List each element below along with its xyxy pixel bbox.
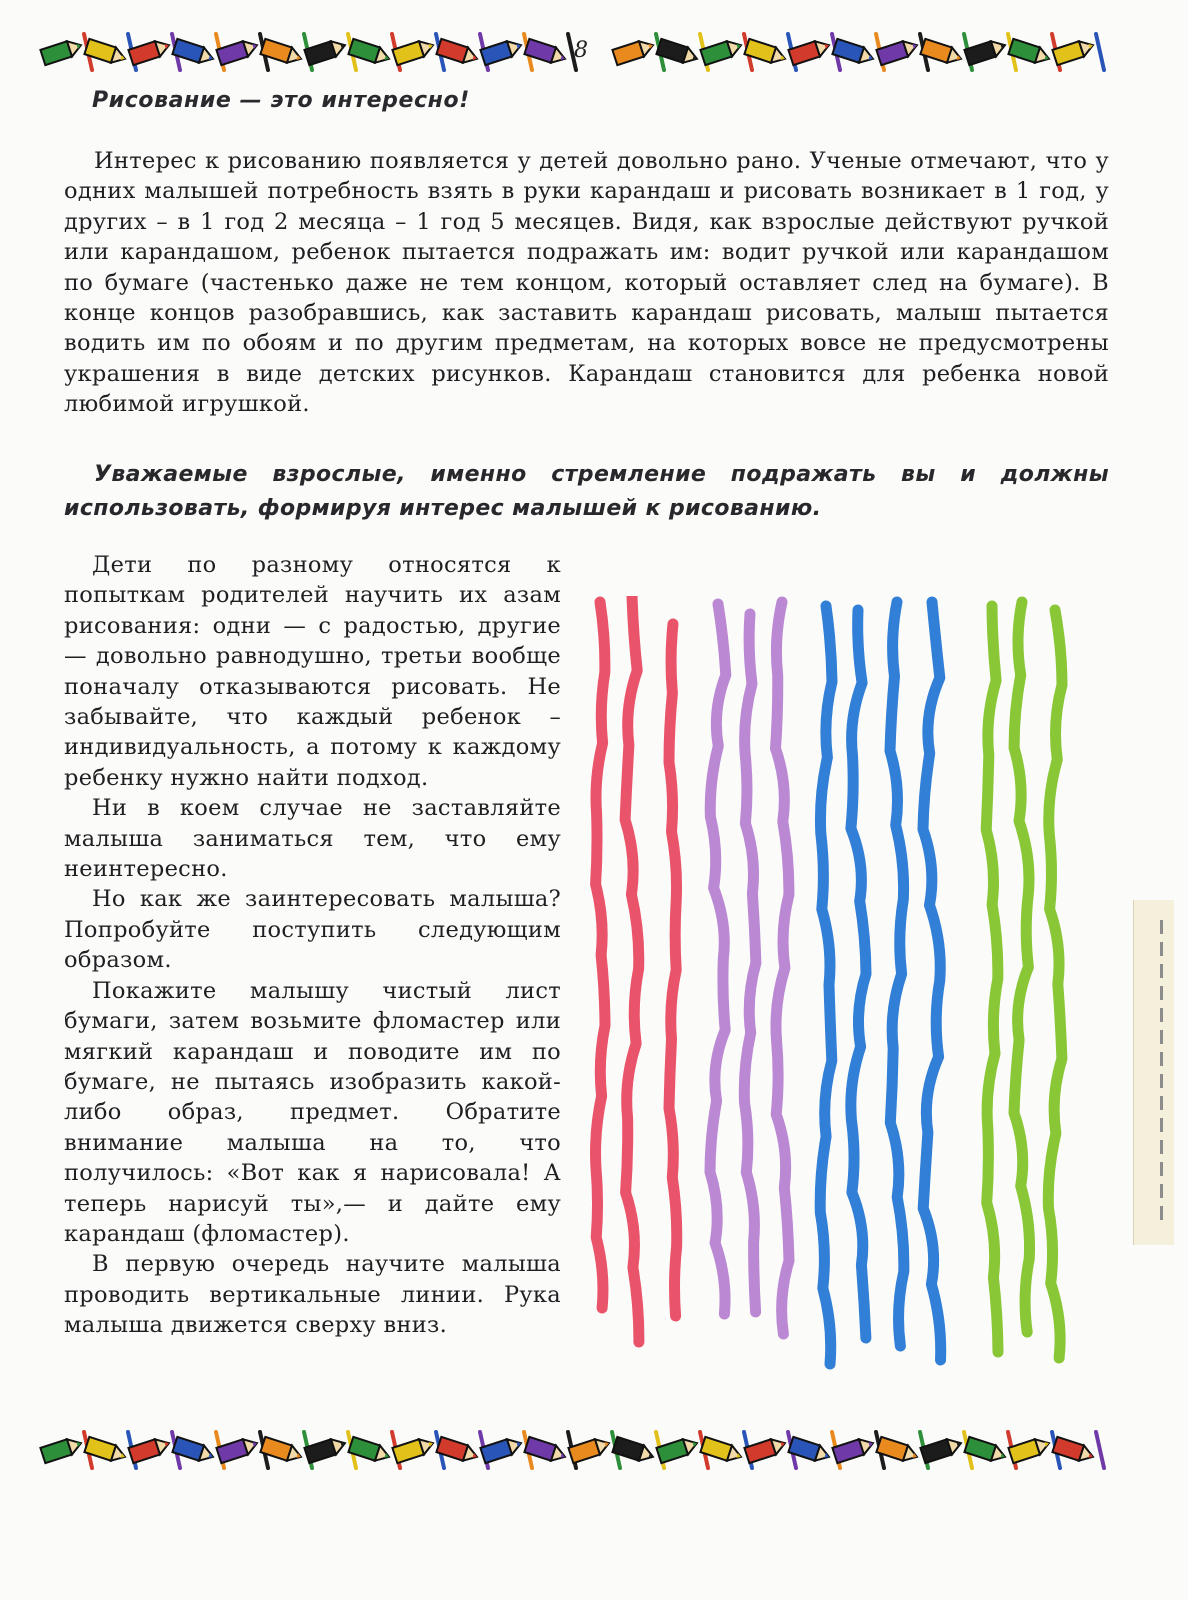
pencil-icon <box>1052 38 1095 66</box>
pencil-icon <box>40 38 83 66</box>
pencil-icon <box>304 1436 347 1464</box>
marker-line <box>1048 610 1062 1358</box>
pencil-icon <box>304 38 347 66</box>
pencil-icon <box>128 1436 171 1464</box>
pencil-icon <box>656 1436 699 1464</box>
column-paragraph: Покажите малышу чистый лист бумаги, затем возьмите фломастер или мягкий карандаш и поводите им по бумаге, не пытаясь изобразить какой-либо образ, предмет. Обратите внимание малыша на то, что получилось: «Вот как я нарисовала! А теперь нарисуй ты»,— и дайте ему карандаш (фломастер). <box>64 977 561 1247</box>
pencil-icon <box>392 38 435 66</box>
pencil-icon <box>1008 1436 1051 1464</box>
pencil-icon <box>392 1436 435 1464</box>
pencil-icon <box>568 1436 611 1464</box>
marker-line <box>669 624 677 1316</box>
pencil-icon <box>216 38 259 66</box>
marker-line <box>744 614 756 1312</box>
pencil-icon <box>480 38 523 66</box>
pencil-icon <box>128 38 171 66</box>
marker-line <box>1014 602 1030 1332</box>
pencil-icon <box>40 1436 83 1464</box>
marker-line <box>890 602 904 1346</box>
marker-line <box>986 606 998 1352</box>
pencil-icon <box>216 1436 259 1464</box>
pencil-icon <box>612 38 655 66</box>
pencil-icon <box>788 38 831 66</box>
section-title: Рисование — это интересно! <box>92 88 470 113</box>
pencil-icon <box>876 38 919 66</box>
emphasis-note: Уважаемые взрослые, именно стремление подражать вы и должны использовать, формируя интерес малышей к рисованию. <box>64 462 1109 521</box>
vertical-lines-illustration <box>590 596 1110 1416</box>
pencil-icon <box>920 1436 963 1464</box>
pencil-icon <box>744 1436 787 1464</box>
column-paragraph: В первую очередь научите малыша проводить вертикальные линии. Рука малыша движется сверху вниз. <box>64 1251 561 1339</box>
scribble-mark <box>1096 34 1104 70</box>
marker-line <box>710 604 726 1314</box>
pencil-icon <box>480 1436 523 1464</box>
column-paragraph: Но как же заинтересовать малыша? Попробуйте поступить следующим образом. <box>64 886 561 974</box>
marker-line <box>851 610 866 1338</box>
marker-line <box>625 596 639 1342</box>
page-number: 8 <box>574 38 588 63</box>
intro-paragraph: Интерес к рисованию появляется у детей довольно рано. Ученые отмечают, что у одних малышей потребность взять в руки карандаш и рисовать возникает в 1 год, у других – в 1 год 2 месяца – 1 год 5 месяцев. Видя, как взрослые действуют ручкой или карандашом, ребенок пытается подражать им: водит ручкой или карандашом по бумаге (частенько даже не тем концом, который оставляет след на бумаге). В конце концов разобравшись, как заставить карандаш рисовать, малыш пытается водить им по обоям и по другим предметам, на которых вовсе не предусмотрены украшения в виде детских рисунков. Карандаш становится для ребенка новой любимой игрушкой. <box>64 148 1109 418</box>
marker-line <box>776 602 790 1334</box>
marker-line <box>820 606 832 1364</box>
column-paragraph: Ни в коем случае не заставляйте малыша заниматься тем, что ему неинтересно. <box>64 795 561 883</box>
column-paragraph: Дети по разному относятся к попыткам родителей научить их азам рисования: одни — с радостью, другие — довольно равнодушно, третьи вообще поначалу отказываются рисовать. Не забывайте, что каждый ребенок – индивидуальность, а потому к каждому ребенку нужно найти подход. <box>64 552 561 791</box>
scribble-mark <box>1096 1432 1104 1468</box>
bottom-pencil-border <box>0 1418 1188 1482</box>
page-tab-edge <box>1133 900 1174 1245</box>
pencil-icon <box>700 38 743 66</box>
pencil-icon <box>964 38 1007 66</box>
marker-line <box>596 602 605 1308</box>
pencil-icon <box>832 1436 875 1464</box>
text-column <box>64 550 561 1341</box>
marker-line <box>923 602 941 1360</box>
